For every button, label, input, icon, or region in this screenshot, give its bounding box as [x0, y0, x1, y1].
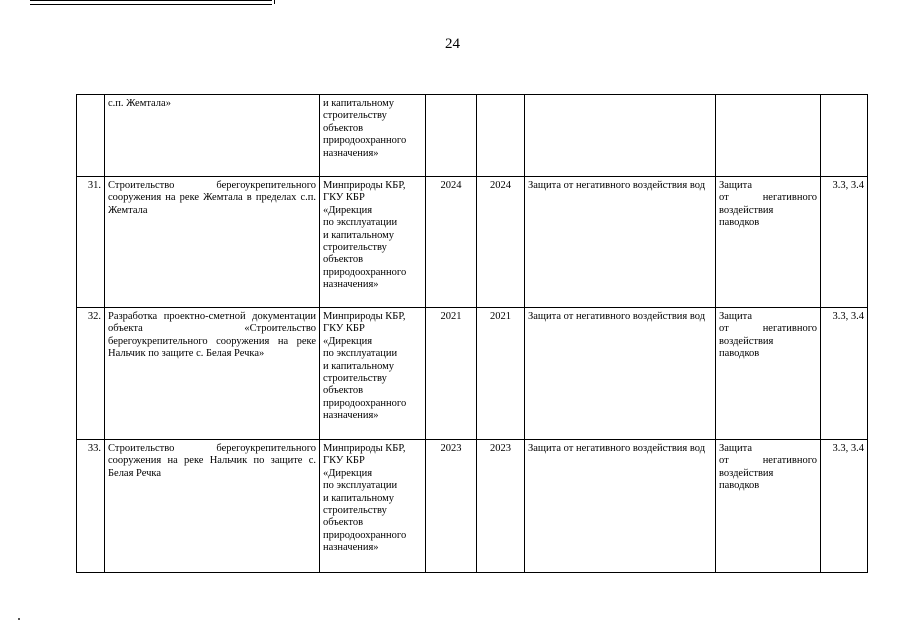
start-year	[426, 95, 477, 177]
measure-name: Разработка проектно-сметной документации объекта «Строительство берегоукрепительного сооружения на реке Нальчик по защите с. Белая Речка»	[105, 308, 320, 440]
executor-line: «Дирекция	[323, 467, 373, 479]
table-row	[77, 95, 868, 177]
executor-line: по эксплуатации	[323, 480, 398, 492]
executor-line: объектов	[323, 254, 364, 266]
executor-line: ГКУ КБР	[323, 455, 365, 467]
effect-word: негативного	[762, 323, 817, 335]
executor-line: строительству	[323, 505, 387, 517]
executor-line: назначения»	[323, 279, 379, 291]
indicator-code: 3.3, 3.4	[821, 308, 868, 440]
executor-line: Минприроды КБР,	[323, 443, 406, 454]
executor-cell	[320, 177, 426, 308]
row-number	[77, 95, 105, 177]
executor-line: строительству	[323, 110, 387, 122]
effect-word: Защита	[719, 311, 753, 322]
executor-cell	[320, 440, 426, 573]
executor-line: по эксплуатации	[323, 217, 398, 229]
measure-name: Строительство берегоукрепительного сооружения на реке Нальчик по защите с. Белая Речка	[105, 440, 320, 573]
executor-line: ГКУ КБР	[323, 323, 365, 335]
start-year: 2023	[426, 440, 477, 573]
indicator-code	[821, 95, 868, 177]
table-row	[77, 177, 868, 308]
scan-dot	[18, 618, 20, 620]
end-year: 2023	[477, 440, 525, 573]
effect-word: Защита	[719, 443, 753, 454]
end-year: 2024	[477, 177, 525, 308]
effect-word: воздействия	[719, 467, 774, 479]
executor-line: Минприроды КБР,	[323, 311, 406, 322]
executor-line: «Дирекция	[323, 204, 373, 216]
executor-line: и капитальному	[323, 229, 395, 241]
effect-word: негативного	[762, 192, 817, 204]
effect-word: паводков	[719, 480, 760, 492]
end-year	[477, 95, 525, 177]
table-row	[77, 440, 868, 573]
effect-word: воздействия	[719, 335, 774, 347]
row-number: 33.	[77, 440, 105, 573]
executor-line: природоохранного	[323, 529, 407, 541]
executor-cell	[320, 308, 426, 440]
effect-word: негативного	[762, 455, 817, 467]
indicator-code: 3.3, 3.4	[821, 440, 868, 573]
measures-table	[76, 94, 868, 573]
goal-cell	[525, 95, 716, 177]
effect-cell	[716, 95, 821, 177]
effect-cell	[716, 308, 821, 440]
effect-word: паводков	[719, 217, 760, 229]
executor-line: «Дирекция	[323, 335, 373, 347]
executor-line: Минприроды КБР,	[323, 180, 406, 191]
executor-line: и капитальному	[323, 492, 395, 504]
effect-word: от	[719, 323, 729, 335]
executor-line: назначения»	[323, 147, 379, 159]
executor-line: строительству	[323, 242, 387, 254]
header-rule-tick	[274, 0, 275, 4]
end-year: 2021	[477, 308, 525, 440]
executor-line: по эксплуатации	[323, 348, 398, 360]
executor-line: ГКУ КБР	[323, 192, 365, 204]
executor-line: объектов	[323, 385, 364, 397]
goal-cell: Защита от негативного воздействия вод	[525, 308, 716, 440]
page-number: 24	[445, 36, 460, 52]
effect-word: воздействия	[719, 204, 774, 216]
measure-name: с.п. Жемтала»	[105, 95, 320, 177]
effect-cell	[716, 440, 821, 573]
effect-word: паводков	[719, 348, 760, 360]
goal-cell: Защита от негативного воздействия вод	[525, 177, 716, 308]
executor-line: объектов	[323, 517, 364, 529]
effect-word: Защита	[719, 180, 753, 191]
effect-cell	[716, 177, 821, 308]
executor-line: природоохранного	[323, 397, 407, 409]
row-number: 32.	[77, 308, 105, 440]
executor-line: объектов	[323, 122, 364, 134]
executor-line: назначения»	[323, 410, 379, 422]
start-year: 2024	[426, 177, 477, 308]
goal-cell: Защита от негативного воздействия вод	[525, 440, 716, 573]
header-rule	[30, 0, 272, 5]
row-number: 31.	[77, 177, 105, 308]
executor-cell	[320, 95, 426, 177]
measure-name: Строительство берегоукрепительного сооружения на реке Жемтала в пределах с.п. Жемтала	[105, 177, 320, 308]
executor-line: и капитальному	[323, 98, 395, 109]
executor-line: строительству	[323, 373, 387, 385]
executor-line: и капитальному	[323, 360, 395, 372]
table-row	[77, 308, 868, 440]
indicator-code: 3.3, 3.4	[821, 177, 868, 308]
effect-word: от	[719, 455, 729, 467]
executor-line: природоохранного	[323, 135, 407, 147]
executor-line: природоохранного	[323, 266, 407, 278]
start-year: 2021	[426, 308, 477, 440]
executor-line: назначения»	[323, 542, 379, 554]
effect-word: от	[719, 192, 729, 204]
